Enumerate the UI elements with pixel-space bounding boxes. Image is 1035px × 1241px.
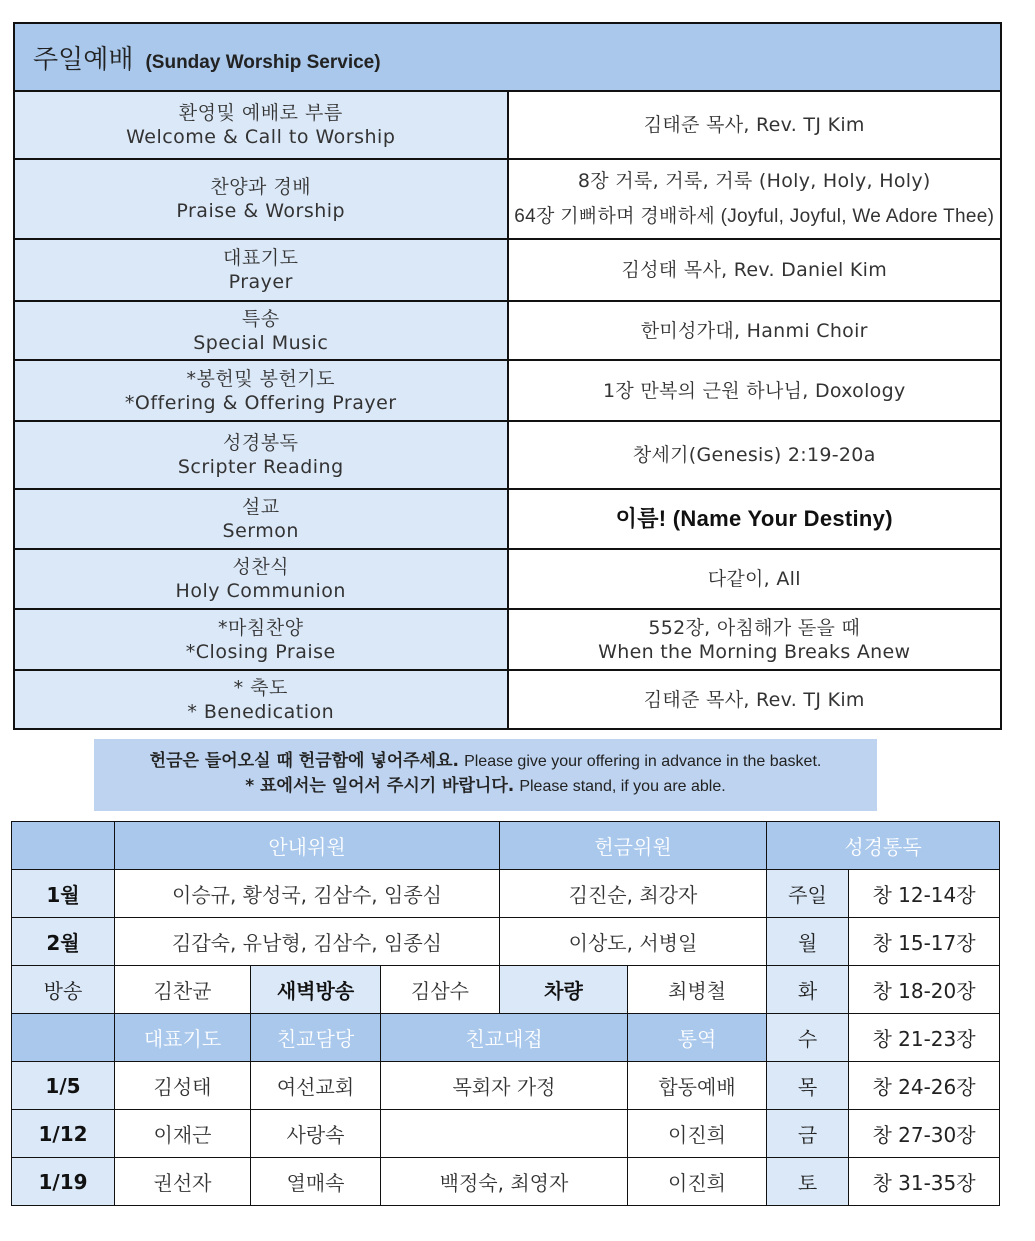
order-value: 김태준 목사, Rev. TJ Kim — [508, 91, 1002, 159]
month-label: 2월 — [12, 918, 115, 966]
week-date: 1/19 — [12, 1158, 115, 1206]
order-row — [14, 489, 1001, 549]
ushers-names: 김갑숙, 유남형, 김삼수, 임종심 — [115, 918, 500, 966]
notice-line-2-en: Please stand, if you are able. — [519, 778, 726, 795]
sermon-title: 이름! (Name Your Destiny) — [508, 489, 1002, 549]
vehicle-label: 차량 — [500, 966, 628, 1014]
fellowship-host-header: 친교대접 — [381, 1014, 628, 1062]
week-host: 목회자 가정 — [381, 1062, 628, 1110]
label-en: *Offering & Offering Prayer — [124, 391, 397, 414]
blank-header-cell — [12, 1014, 115, 1062]
ushers-names: 이승규, 황성국, 김삼수, 임종심 — [115, 870, 500, 918]
label-ko: 성경봉독 — [223, 432, 299, 454]
dawn-broadcast-name: 김삼수 — [381, 966, 500, 1014]
order-row — [14, 549, 1001, 609]
table-row — [12, 1110, 1000, 1158]
week-prayer: 김성태 — [115, 1062, 251, 1110]
week-host: 백정숙, 최영자 — [381, 1158, 628, 1206]
offering-names: 김진순, 최강자 — [500, 870, 767, 918]
order-row — [14, 91, 1001, 159]
label-en: Scripter Reading — [177, 456, 344, 478]
value-line-1: 552장, 아침해가 돋을 때 — [648, 616, 861, 639]
label-ko: 설교 — [241, 496, 280, 518]
service-title-ko: 주일예배 — [33, 44, 134, 75]
label-ko: *봉헌및 봉헌기도 — [186, 367, 336, 390]
blank-header-cell — [12, 822, 115, 870]
reading-day: 목 — [767, 1062, 849, 1110]
reading-day: 금 — [767, 1110, 849, 1158]
week-fellowship: 사랑속 — [251, 1110, 381, 1158]
offering-names: 이상도, 서병일 — [500, 918, 767, 966]
week-fellowship: 여선교회 — [251, 1062, 381, 1110]
reading-chapters: 창 31-35장 — [849, 1158, 1000, 1206]
reading-header: 성경통독 — [767, 822, 1000, 870]
duty-header-row — [12, 822, 1000, 870]
order-row — [14, 360, 1001, 421]
value-line-2: When the Morning Breaks Anew — [598, 640, 911, 663]
label-ko: 특송 — [241, 307, 280, 330]
broadcast-label: 방송 — [12, 966, 115, 1014]
order-label — [14, 670, 508, 729]
label-ko: * 축도 — [233, 676, 288, 699]
order-label — [14, 549, 508, 609]
reading-day: 화 — [767, 966, 849, 1014]
label-en: * Benedication — [187, 700, 335, 723]
offering-header: 헌금위원 — [500, 822, 767, 870]
notice-line-2 — [94, 774, 877, 799]
reading-chapters: 창 27-30장 — [849, 1110, 1000, 1158]
label-en: Special Music — [193, 331, 329, 354]
week-interpret: 이진희 — [628, 1158, 767, 1206]
value-line-2: 64장 기뻐하며 경배하세 (Joyful, Joyful, We Adore Thee) — [514, 206, 995, 227]
order-value — [508, 159, 1002, 239]
order-row — [14, 301, 1001, 360]
table-row — [12, 870, 1000, 918]
value-line-1: 8장 거룩, 거룩, 거룩 (Holy, Holy, Holy) — [577, 170, 931, 192]
label-ko: *마침찬양 — [218, 616, 304, 639]
reading-day: 월 — [767, 918, 849, 966]
worship-order-table — [13, 22, 1002, 730]
service-title — [14, 23, 1001, 91]
order-label — [14, 301, 508, 360]
table-row — [12, 966, 1000, 1014]
notice-line-1 — [94, 749, 877, 774]
label-en: *Closing Praise — [185, 640, 336, 663]
label-ko: 성찬식 — [232, 556, 290, 578]
fellowship-header: 친교담당 — [251, 1014, 381, 1062]
interpret-header: 통역 — [628, 1014, 767, 1062]
order-value: 한미성가대, Hanmi Choir — [508, 301, 1002, 360]
order-label — [14, 91, 508, 159]
order-label — [14, 421, 508, 489]
week-prayer: 권선자 — [115, 1158, 251, 1206]
order-label — [14, 239, 508, 301]
week-host — [381, 1110, 628, 1158]
week-interpret: 합동예배 — [628, 1062, 767, 1110]
service-title-en: (Sunday Worship Service) — [145, 51, 381, 73]
week-prayer: 이재근 — [115, 1110, 251, 1158]
week-date: 1/12 — [12, 1110, 115, 1158]
week-fellowship: 열매속 — [251, 1158, 381, 1206]
order-value — [508, 609, 1002, 670]
order-value: 김태준 목사, Rev. TJ Kim — [508, 670, 1002, 729]
notice-line-1-en: Please give your offering in advance in the basket. — [464, 753, 822, 770]
ushers-header: 안내위원 — [115, 822, 500, 870]
vehicle-name: 최병철 — [628, 966, 767, 1014]
label-ko: 대표기도 — [223, 247, 299, 269]
broadcast-name: 김찬균 — [115, 966, 251, 1014]
notice-line-1-ko: 헌금은 들어오실 때 헌금함에 넣어주세요. — [149, 751, 459, 771]
duty-table — [11, 821, 1000, 1206]
label-en: Sermon — [222, 520, 299, 542]
order-value: 다같이, All — [508, 549, 1002, 609]
label-en: Holy Communion — [175, 580, 346, 602]
reading-day: 수 — [767, 1014, 849, 1062]
prayer-header: 대표기도 — [115, 1014, 251, 1062]
table-row — [12, 918, 1000, 966]
sub-header-row — [12, 1014, 1000, 1062]
order-row — [14, 239, 1001, 301]
offering-notice — [94, 739, 877, 811]
table-row — [12, 1158, 1000, 1206]
order-label — [14, 360, 508, 421]
label-en: Welcome & Call to Worship — [126, 126, 396, 148]
reading-chapters: 창 24-26장 — [849, 1062, 1000, 1110]
order-value: 김성태 목사, Rev. Daniel Kim — [508, 239, 1002, 301]
notice-line-2-ko: * 표에서는 일어서 주시기 바랍니다. — [245, 776, 515, 796]
week-interpret: 이진희 — [628, 1110, 767, 1158]
label-en: Praise & Worship — [176, 200, 346, 222]
dawn-broadcast-label: 새벽방송 — [251, 966, 381, 1014]
order-value: 1장 만복의 근원 하나님, Doxology — [508, 360, 1002, 421]
reading-chapters: 창 21-23장 — [849, 1014, 1000, 1062]
reading-day: 토 — [767, 1158, 849, 1206]
table-row — [12, 1062, 1000, 1110]
order-label — [14, 159, 508, 239]
reading-day: 주일 — [767, 870, 849, 918]
order-row — [14, 670, 1001, 729]
label-en: Prayer — [228, 271, 293, 293]
label-ko: 찬양과 경배 — [210, 176, 312, 198]
order-row — [14, 609, 1001, 670]
order-row — [14, 421, 1001, 489]
month-label: 1월 — [12, 870, 115, 918]
label-ko: 환영및 예배로 부름 — [178, 102, 343, 124]
reading-chapters: 창 15-17장 — [849, 918, 1000, 966]
reading-chapters: 창 18-20장 — [849, 966, 1000, 1014]
order-value: 창세기(Genesis) 2:19-20a — [508, 421, 1002, 489]
week-date: 1/5 — [12, 1062, 115, 1110]
order-row — [14, 159, 1001, 239]
order-label — [14, 609, 508, 670]
reading-chapters: 창 12-14장 — [849, 870, 1000, 918]
order-label — [14, 489, 508, 549]
